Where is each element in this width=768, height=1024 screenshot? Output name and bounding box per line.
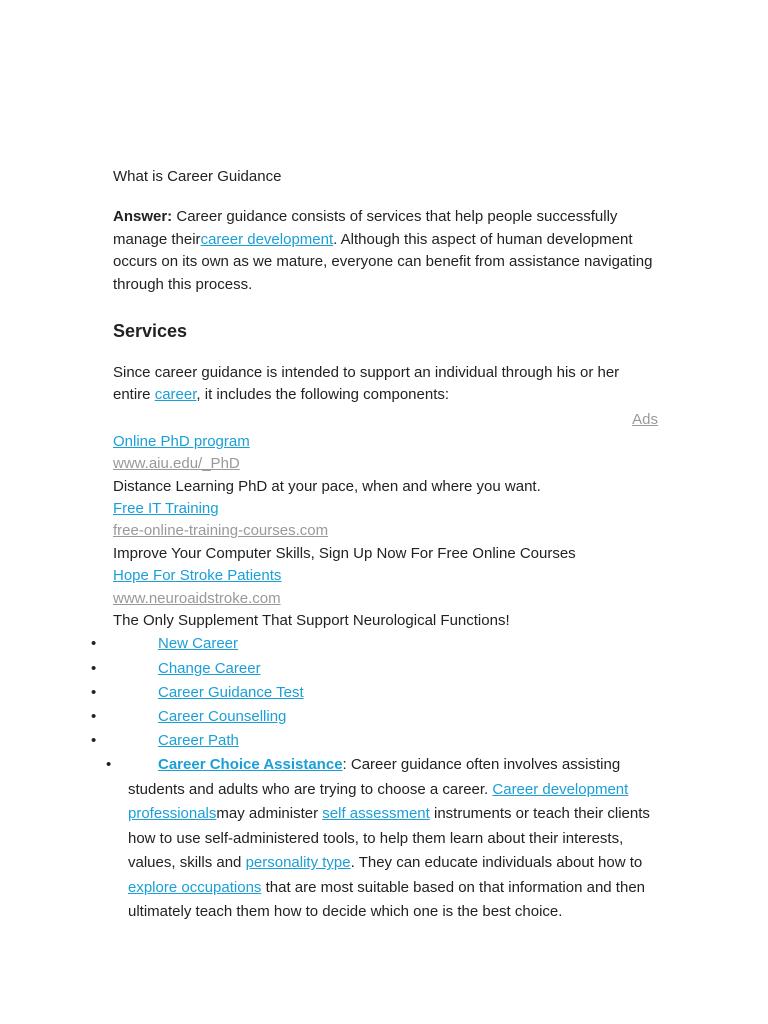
career-development-professionals-link[interactable]: Career development professionals xyxy=(128,780,629,823)
new-career-link[interactable]: New Career xyxy=(158,635,239,653)
career-choice-assistance-link[interactable]: Career Choice Assistance xyxy=(158,756,343,774)
answer-label: Answer: xyxy=(113,208,173,225)
intro-text-2: , it includes the following components: xyxy=(196,386,450,404)
services-heading: Services xyxy=(113,320,188,341)
answer-text-2: . Although this aspect of human development occurs on its own as we mature, everyone can benefit from assistance navigating through this process. xyxy=(113,230,653,294)
choice-text-1: : Career guidance often involves assisting students and adults who are trying to choose a career. xyxy=(128,756,621,798)
career-counselling-link[interactable]: Career Counselling xyxy=(158,708,287,726)
ad-url[interactable]: www.aiu.edu/_PhD xyxy=(113,455,240,473)
intro-text-1: Since career guidance is intended to support an individual through his or her entire xyxy=(113,363,620,404)
ad-title[interactable]: Free IT Training xyxy=(113,500,219,518)
choice-text-2: may administer xyxy=(216,805,323,823)
choice-text-5: that are most suitable based on that information and then ultimately teach them how to decide which one is the best choice. xyxy=(128,878,645,920)
list-item xyxy=(113,705,658,729)
ad-block-1 xyxy=(113,431,658,498)
explore-occupations-link[interactable]: explore occupations xyxy=(128,878,262,896)
change-career-link[interactable]: Change Career xyxy=(158,659,261,677)
ads-label-row xyxy=(113,409,658,431)
ad-url[interactable]: free-online-training-courses.com xyxy=(113,522,329,540)
career-path-link[interactable]: Career Path xyxy=(158,732,239,750)
ad-title[interactable]: Online PhD program xyxy=(113,432,250,450)
list-item xyxy=(113,632,658,656)
list-item xyxy=(113,729,658,753)
career-guidance-test-link[interactable]: Career Guidance Test xyxy=(158,683,304,701)
self-assessment-link[interactable]: self assessment xyxy=(322,805,430,823)
article-title: What is Career Guidance xyxy=(113,168,282,185)
choice-text-4: . They can educate individuals about how to xyxy=(350,854,643,872)
answer-paragraph xyxy=(113,206,658,297)
ad-url[interactable]: www.neuroaidstroke.com xyxy=(113,589,281,607)
services-intro xyxy=(113,362,658,407)
career-development-link[interactable]: career development xyxy=(200,230,334,248)
career-link[interactable]: career xyxy=(154,386,197,404)
ads-label[interactable]: Ads xyxy=(632,410,658,428)
ad-block-3 xyxy=(113,565,658,632)
answer-text-1: Career guidance consists of services that help people successfully manage their xyxy=(113,208,618,248)
ad-description: Improve Your Computer Skills, Sign Up Now For Free Online Courses xyxy=(113,544,576,562)
ad-block-2 xyxy=(113,498,658,565)
ad-description: The Only Supplement That Support Neurological Functions! xyxy=(113,612,510,630)
ad-title[interactable]: Hope For Stroke Patients xyxy=(113,567,282,585)
career-links-list xyxy=(113,632,658,753)
career-choice-item xyxy=(113,753,658,924)
ad-description: Distance Learning PhD at your pace, when and where you want. xyxy=(113,477,541,495)
list-item xyxy=(113,657,658,681)
article-content xyxy=(113,166,658,924)
choice-text-3: instruments or teach their clients how to use self-administered tools, to help them learn about their interests, values, skills and xyxy=(128,805,650,872)
list-item xyxy=(113,681,658,705)
personality-type-link[interactable]: personality type xyxy=(245,854,351,872)
